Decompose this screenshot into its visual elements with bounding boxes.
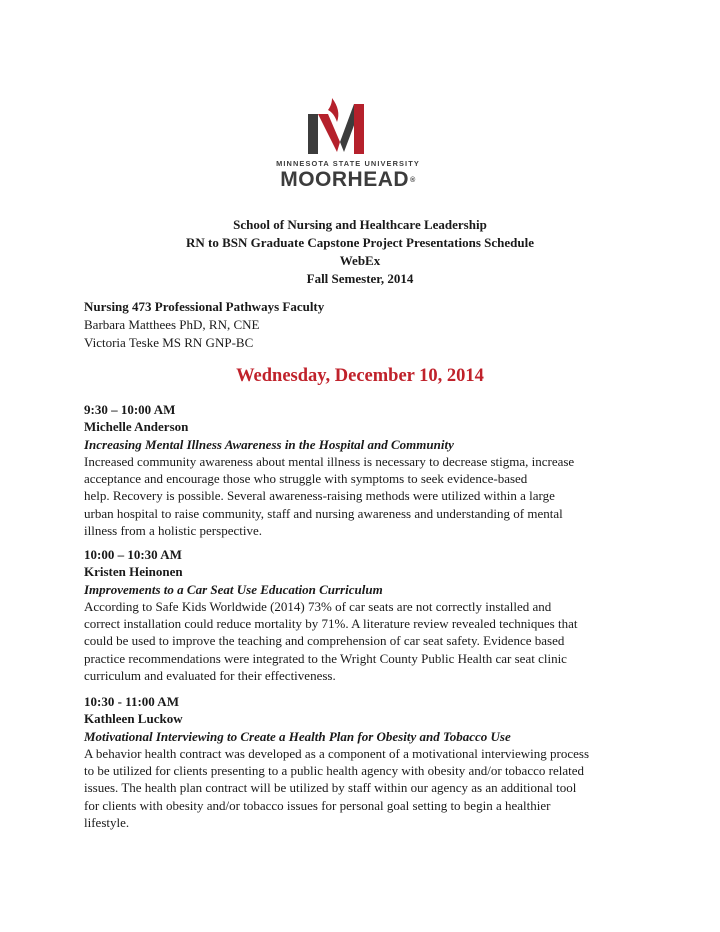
session-entry: [84, 693, 644, 831]
university-logo: [258, 96, 438, 196]
document-header: [0, 216, 720, 288]
session-abstract-line: illness from a holistic perspective.: [84, 523, 262, 539]
session-time: 10:30 - 11:00 AM: [84, 694, 179, 709]
session-entry: [84, 546, 644, 684]
msum-m-flame-icon: [304, 96, 370, 156]
registered-mark: ®: [410, 177, 416, 184]
date-heading: Wednesday, December 10, 2014: [236, 366, 484, 386]
logo-university-line: MINNESOTA STATE UNIVERSITY: [276, 159, 420, 168]
platform-name: WebEx: [339, 253, 381, 268]
session-presenter: Kristen Heinonen: [84, 564, 183, 580]
session-abstract-line: According to Safe Kids Worldwide (2014) 73% of car seats are not correctly installed and: [84, 598, 552, 614]
schedule-title: RN to BSN Graduate Capstone Project Presentations Schedule: [186, 235, 534, 250]
session-time: 10:00 – 10:30 AM: [84, 547, 182, 562]
session-entry: [84, 401, 644, 539]
session-abstract-line: could be used to improve the teaching and comprehension of car seat safety. Evidence based: [84, 633, 565, 649]
session-abstract-line: for clients with obesity and/or tobacco issues for personal goal setting to begin a healthier: [84, 797, 551, 813]
logo-moorhead-line: [258, 168, 438, 192]
session-abstract-line: practice recommendations were integrated to the Wright County Public Health car seat clinic: [84, 650, 567, 666]
session-abstract-line: curriculum and evaluated for their effectiveness.: [84, 668, 336, 684]
session-abstract-line: correct installation could reduce mortality by 71%. A literature review revealed techniques that: [84, 616, 578, 632]
session-presenter: Kathleen Luckow: [84, 711, 183, 727]
faculty-member: Victoria Teske MS RN GNP-BC: [84, 335, 254, 350]
session-abstract-line: issues. The health plan contract will be utilized by staff within our agency as an additional tool: [84, 780, 577, 796]
session-abstract-line: Increased community awareness about mental illness is necessary to decrease stigma, increase: [84, 453, 575, 469]
session-presenter: Michelle Anderson: [84, 419, 189, 435]
session-abstract-line: to be utilized for clients presenting to a public health agency with obesity and/or tobacco related: [84, 763, 584, 779]
semester-label: Fall Semester, 2014: [306, 271, 414, 286]
logo-moorhead-text: MOORHEAD: [280, 168, 410, 191]
school-name: School of Nursing and Healthcare Leadership: [233, 217, 487, 232]
faculty-title: Nursing 473 Professional Pathways Faculty: [84, 299, 325, 314]
session-time: 9:30 – 10:00 AM: [84, 402, 176, 417]
faculty-block: [84, 298, 324, 352]
faculty-member: Barbara Matthees PhD, RN, CNE: [84, 317, 260, 332]
session-title: Increasing Mental Illness Awareness in the Hospital and Community: [84, 436, 454, 452]
session-abstract-line: A behavior health contract was developed as a component of a motivational interviewing process: [84, 745, 590, 761]
session-abstract-line: acceptance and encourage those who struggle with symptoms to seek evidence-based: [84, 471, 528, 487]
session-abstract-line: urban hospital to raise community, staff and nursing awareness and understanding of mental: [84, 505, 563, 521]
session-title: Improvements to a Car Seat Use Education Curriculum: [84, 581, 383, 597]
session-abstract-line: lifestyle.: [84, 815, 130, 831]
session-title: Motivational Interviewing to Create a Health Plan for Obesity and Tobacco Use: [84, 728, 511, 744]
session-abstract-line: help. Recovery is possible. Several awareness-raising methods were utilized within a large: [84, 488, 555, 504]
